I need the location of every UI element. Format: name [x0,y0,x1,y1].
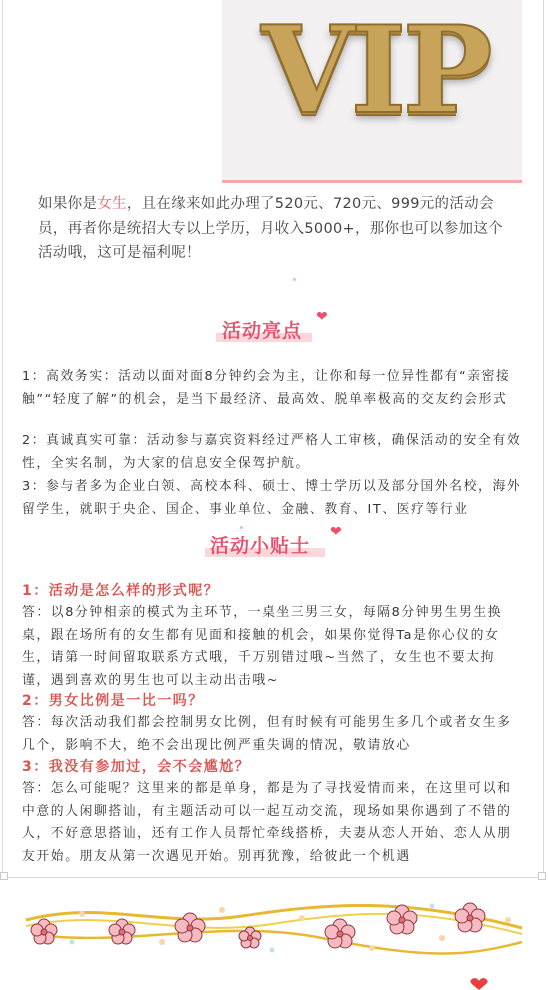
vip-logo: VIP [261,0,489,141]
tip-answer-1: 答：以8分钟相亲的模式为主环节，一桌坐三男三女，每隔8分钟男生男生换桌，跟在场所有的女生都有见面和接触的机会，如果你觉得Ta是你心仪的女生，请第一时间留取联系方式哦，千万别错过哦~当然了，女生也不要太拘谨，遇到喜欢的男生也可以主动出击哦~ [22,605,503,688]
decor-dot [293,278,296,281]
tip-question-3: 3：我没有参加过，会不会尴尬？ [22,759,251,775]
tip-answer-2: 答：每次活动我们都会控制男女比例，但有时候有可能男生多几个或者女生多几个，影响不大，绝不会出现比例严重失调的情况，敬请放心 [22,715,512,753]
intro-prefix: 如果你是 [38,196,98,212]
tip-answer-3: 答：怎么可能呢？这里来的都是单身，都是为了寻找爱情而来，在这里可以和中意的人闲聊搭讪，有主题活动可以一起互动交流，现场如果你遇到了不错的人，不好意思搭讪，还有工作人员帮忙牵线搭桥，夫妻从恋人开始、恋人从朋友开始。朋友从第一次遇见开始。别再犹豫，给彼此一个机遇 [22,781,512,864]
heart-icon: ❤ [330,524,342,540]
heart-icon [468,978,490,990]
vip-banner-underline [222,180,522,183]
frame-corner-right [538,872,546,880]
intro-suffix: ，且在缘来如此办理了520元、720元、999元的活动会员，再者你是统招大专以上学历，月收入5000+，那你也可以参加这个活动哦，这可是福利呢！ [38,196,503,261]
highlight-item-3: 3：参与者多为企业白领、高校本科、硕士、博士学历以及部分国外名校，海外留学生，就职于央企、国企、事业单位、金融、教育、IT、医疗等行业 [22,479,522,517]
highlight-item-1: 1：高效务实：活动以面对面8分钟约会为主，让你和每一位异性都有“亲密接触”“轻度了解”的机会，是当下最经济、最高效、脱单率极高的交友约会形式 [22,369,511,407]
flower-garland-decoration [22,898,526,968]
frame-corner-left [0,872,8,880]
heart-icon: ❤ [316,309,328,325]
tip-question-2: 2：男女比例是一比一吗？ [22,693,204,709]
tips-title: 活动小贴士 [210,535,311,557]
tip-question-1: 1：活动是怎么样的形式呢？ [22,583,220,599]
highlight-item-2: 2：真诚真实可靠：活动参与嘉宾资料经过严格人工审核，确保活动的安全有效性，全实名制，为大家的信息安全保驾护航。 [22,433,522,471]
highlights-title: 活动亮点 [222,320,303,342]
intro-paragraph [38,192,512,266]
decor-dot [240,526,243,529]
intro-highlight: 女生 [97,196,127,212]
